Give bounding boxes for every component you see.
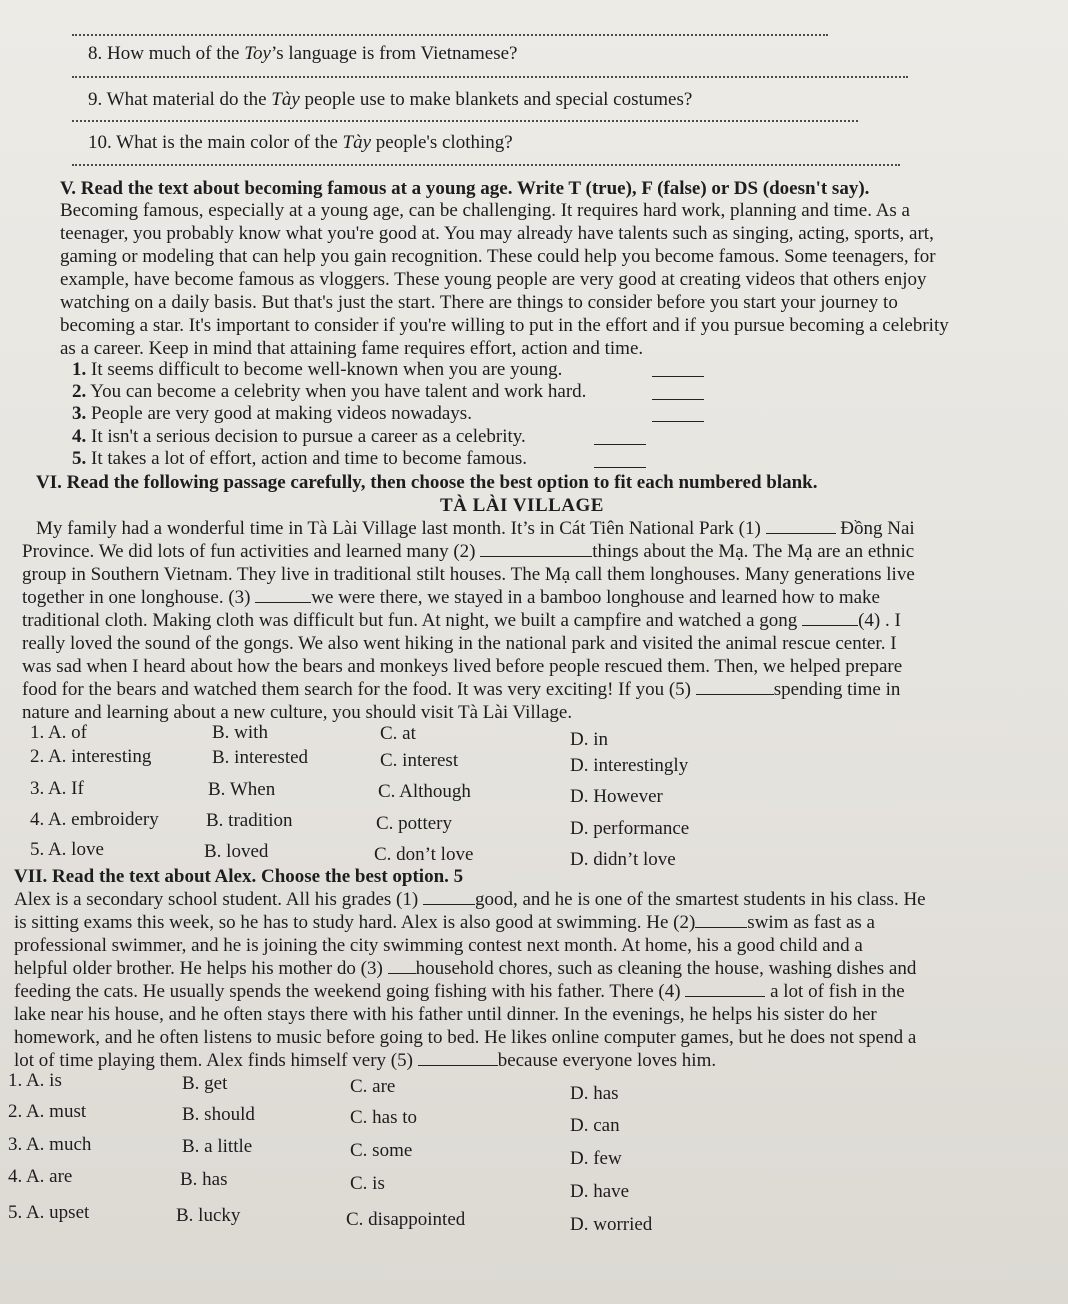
passage-title: TÀ LÀI VILLAGE	[440, 495, 604, 516]
passage-line: lake near his house, and he often stays there with his father until dinner. In the evenings, he helps his sister do her	[14, 1004, 877, 1025]
blank-4[interactable]	[802, 611, 858, 626]
option[interactable]: D. in	[570, 729, 608, 750]
section-5-instruction: V. Read the text about becoming famous at a young age. Write T (true), F (false) or DS (doesn't say).	[60, 178, 870, 199]
passage-line: together in one longhouse. (3) we were there, we stayed in a bamboo longhouse and learned how to make	[22, 587, 880, 608]
option[interactable]: C. at	[380, 723, 416, 744]
option[interactable]: C. is	[350, 1173, 385, 1194]
section-7-instruction: VII. Read the text about Alex. Choose the best option. 5	[14, 866, 464, 887]
answer-blank-2[interactable]	[652, 399, 704, 400]
option[interactable]: 2. A. interesting	[30, 746, 152, 767]
passage-line: Province. We did lots of fun activities and learned many (2) things about the Mạ. The Mạ are an ethnic	[22, 541, 915, 562]
option[interactable]: 3. A. much	[8, 1134, 92, 1155]
section-5-paragraph-line: Becoming famous, especially at a young age, can be challenging. It requires hard work, planning and time. As a	[60, 200, 910, 221]
answer-blank-1[interactable]	[652, 376, 704, 377]
option[interactable]: C. has to	[350, 1107, 418, 1128]
option[interactable]: 4. A. are	[8, 1166, 73, 1187]
option[interactable]: C. disappointed	[346, 1209, 466, 1230]
section-5-paragraph-line: watching on a daily basis. But that's just the start. There are things to consider before you start your journey to	[60, 292, 898, 313]
statement-3: 3. People are very good at making videos nowadays.	[72, 403, 472, 424]
answer-line	[72, 164, 900, 166]
blank-1[interactable]	[766, 519, 836, 534]
option[interactable]: B. with	[212, 722, 268, 743]
option[interactable]: C. don’t love	[374, 844, 474, 865]
section-5-paragraph-line: as a career. Keep in mind that attaining fame requires effort, action and time.	[60, 338, 644, 359]
option[interactable]: C. some	[350, 1140, 413, 1161]
option[interactable]: 5. A. upset	[8, 1202, 90, 1223]
option[interactable]: B. loved	[204, 841, 269, 862]
option[interactable]: 2. A. must	[8, 1101, 87, 1122]
answer-line	[72, 34, 828, 36]
blank-3[interactable]	[255, 588, 311, 603]
section-5-paragraph-line: becoming a star. It's important to consider if you're willing to put in the effort and if you pursue becoming a celebrity	[60, 315, 949, 336]
passage-line: Alex is a secondary school student. All his grades (1) good, and he is one of the smartest students in his class. He	[14, 889, 926, 910]
section-5-paragraph-line: teenager, you probably know what you're good at. You may already have talents such as singing, acting, sports, art,	[60, 223, 934, 244]
option[interactable]: B. interested	[212, 747, 309, 768]
blank-4[interactable]	[685, 982, 765, 997]
option[interactable]: C. Although	[378, 781, 471, 802]
passage-line: really loved the sound of the gongs. We also went hiking in the national park and visited the animal rescue center. I	[22, 633, 897, 654]
passage-line: My family had a wonderful time in Tà Lài Village last month. It’s in Cát Tiên National Park (1) Đồng Nai	[36, 518, 915, 539]
option[interactable]: 5. A. love	[30, 839, 104, 860]
option[interactable]: D. interestingly	[570, 755, 689, 776]
statement-2: 2. You can become a celebrity when you have talent and work hard.	[72, 381, 587, 402]
option[interactable]: C. pottery	[376, 813, 452, 834]
answer-line	[72, 120, 858, 122]
section-6-instruction: VI. Read the following passage carefully, then choose the best option to fit each numbered blank.	[36, 472, 818, 493]
section-5-paragraph-line: example, have become famous as vloggers. These young people are very good at creating videos that others enjoy	[60, 269, 927, 290]
passage-line: nature and learning about a new culture, you should visit Tà Lài Village.	[22, 702, 573, 723]
answer-line	[72, 76, 908, 78]
statement-1: 1. It seems difficult to become well-known when you are young.	[72, 359, 563, 380]
option[interactable]: 3. A. If	[30, 778, 84, 799]
statement-4: 4. It isn't a serious decision to pursue a career as a celebrity.	[72, 426, 526, 447]
option[interactable]: B. get	[182, 1073, 228, 1094]
blank-2[interactable]	[480, 542, 592, 557]
option[interactable]: B. tradition	[206, 810, 293, 831]
option[interactable]: B. has	[180, 1169, 228, 1190]
blank-2[interactable]	[695, 913, 747, 928]
section-5-paragraph-line: gaming or modeling that can help you gain recognition. These could help you become famous. Some teenagers, for	[60, 246, 936, 267]
option[interactable]: D. can	[570, 1115, 620, 1136]
option[interactable]: D. performance	[570, 818, 690, 839]
question-9: 9. What material do the Tày people use to make blankets and special costumes?	[88, 89, 693, 110]
option[interactable]: 1. A. of	[30, 722, 87, 743]
question-10: 10. What is the main color of the Tày people's clothing?	[88, 132, 513, 153]
blank-5[interactable]	[418, 1051, 498, 1066]
option[interactable]: D. However	[570, 786, 663, 807]
option[interactable]: 1. A. is	[8, 1070, 62, 1091]
option[interactable]: B. a little	[182, 1136, 253, 1157]
passage-line: lot of time playing them. Alex finds himself very (5) because everyone loves him.	[14, 1050, 717, 1071]
option[interactable]: B. should	[182, 1104, 255, 1125]
passage-line: helpful older brother. He helps his mother do (3) household chores, such as cleaning the house, washing dishes and	[14, 958, 917, 979]
option[interactable]: B. When	[208, 779, 276, 800]
passage-line: traditional cloth. Making cloth was difficult but fun. At night, we built a campfire and watched a gong (4) . I	[22, 610, 901, 631]
answer-blank-5[interactable]	[594, 467, 646, 468]
passage-line: was sad when I heard about how the bears and monkeys lived before people rescued them. Then, we helped prepare	[22, 656, 903, 677]
option[interactable]: 4. A. embroidery	[30, 809, 159, 830]
question-8: 8. How much of the Toy’s language is from Vietnamese?	[88, 43, 518, 64]
passage-line: food for the bears and watched them search for the food. It was very exciting! If you (5) spending time in	[22, 679, 901, 700]
option[interactable]: D. few	[570, 1148, 622, 1169]
option[interactable]: D. has	[570, 1083, 619, 1104]
option[interactable]: D. didn’t love	[570, 849, 676, 870]
passage-line: is sitting exams this week, so he has to study hard. Alex is also good at swimming. He (2) swim as fast as a	[14, 912, 875, 933]
passage-line: professional swimmer, and he is joining the city swimming contest next month. At home, his a good child and a	[14, 935, 863, 956]
option[interactable]: C. are	[350, 1076, 396, 1097]
passage-line: homework, and he often listens to music before going to bed. He likes online computer games, but he does not spend a	[14, 1027, 917, 1048]
passage-line: feeding the cats. He usually spends the weekend going fishing with his father. There (4) a lot of fish in the	[14, 981, 905, 1002]
answer-blank-3[interactable]	[652, 421, 704, 422]
option[interactable]: C. interest	[380, 750, 459, 771]
statement-5: 5. It takes a lot of effort, action and time to become famous.	[72, 448, 527, 469]
answer-blank-4[interactable]	[594, 444, 646, 445]
blank-3[interactable]	[388, 959, 416, 974]
passage-line: group in Southern Vietnam. They live in traditional stilt houses. The Mạ call them longhouses. Many generations live	[22, 564, 915, 585]
option[interactable]: D. have	[570, 1181, 630, 1202]
option[interactable]: B. lucky	[176, 1205, 241, 1226]
blank-1[interactable]	[423, 890, 475, 905]
option[interactable]: D. worried	[570, 1214, 653, 1235]
blank-5[interactable]	[696, 680, 774, 695]
